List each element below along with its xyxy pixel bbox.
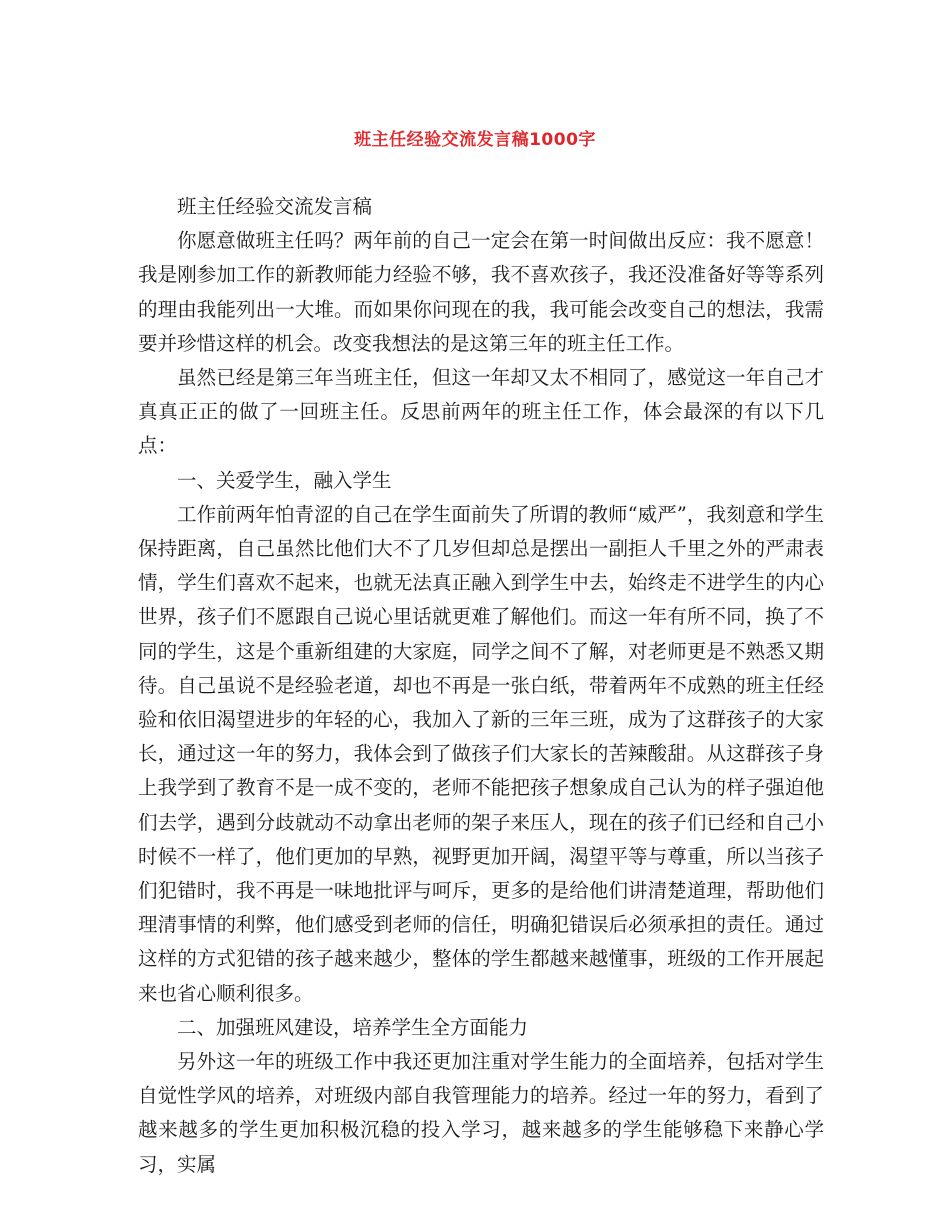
document-body — [138, 190, 824, 1182]
document-title: 班主任经验交流发言稿1000字 — [354, 130, 596, 150]
paragraph-heading: 班主任经验交流发言稿 — [177, 195, 373, 218]
paragraph-intro: 你愿意做班主任吗？两年前的自己一定会在第一时间做出反应：我不愿意！我是刚参加工作的新教师能力经验不够，我不喜欢孩子，我还没准备好等等系列的理由我能列出一大堆。而如果你问现在的我，我可能会改变自己的想法，我需要并珍惜这样的机会。改变我想法的是这第三年的班主任工作。 — [138, 229, 824, 355]
paragraph-section-2: 另外这一年的班级工作中我还更加注重对学生能力的全面培养，包括对学生自觉性学风的培养，对班级内部自我管理能力的培养。经过一年的努力，看到了越来越多的学生更加积极沉稳的投入学习，越来越多的学生能够稳下来静心学习，实属 — [138, 1050, 824, 1176]
paragraph-section-1: 工作前两年怕青涩的自己在学生面前失了所谓的教师“威严”，我刻意和学生保持距离，自己虽然比他们大不了几岁但却总是摆出一副拒人千里之外的严肃表情，学生们喜欢不起来，也就无法真正融入到学生中去，始终走不进学生的内心世界，孩子们不愿跟自己说心里话就更难了解他们。而这一年有所不同，换了不同的学生，这是个重新组建的大家庭，同学之间不了解，对老师更是不熟悉又期待。自己虽说不是经验老道，却也不再是一张白纸，带着两年不成熟的班主任经验和依旧渴望进步的年轻的心，我加入了新的三年三班，成为了这群孩子的大家长，通过这一年的努力，我体会到了做孩子们大家长的苦辣酸甜。从这群孩子身上我学到了教育不是一成不变的，老师不能把孩子想象成自己认为的样子强迫他们去学，遇到分歧就动不动拿出老师的架子来压人，现在的孩子们已经和自己小时候不一样了，他们更加的早熟，视野更加开阔，渴望平等与尊重，所以当孩子们犯错时，我不再是一味地批评与呵斥，更多的是给他们讲清楚道理，帮助他们理清事情的利弊，他们感受到老师的信任，明确犯错误后必须承担的责任。通过这样的方式犯错的孩子越来越少，整体的学生都越来越懂事，班级的工作开展起来也省心顺利很多。 — [138, 502, 824, 1005]
section-heading-2: 二、加强班风建设，培养学生全方面能力 — [177, 1015, 529, 1039]
section-heading-1: 一、关爱学生，融入学生 — [177, 468, 392, 492]
paragraph-reflection: 虽然已经是第三年当班主任，但这一年却又太不相同了，感觉这一年自己才真真正正的做了一回班主任。反思前两年的班主任工作，体会最深的有以下几点： — [138, 366, 824, 458]
